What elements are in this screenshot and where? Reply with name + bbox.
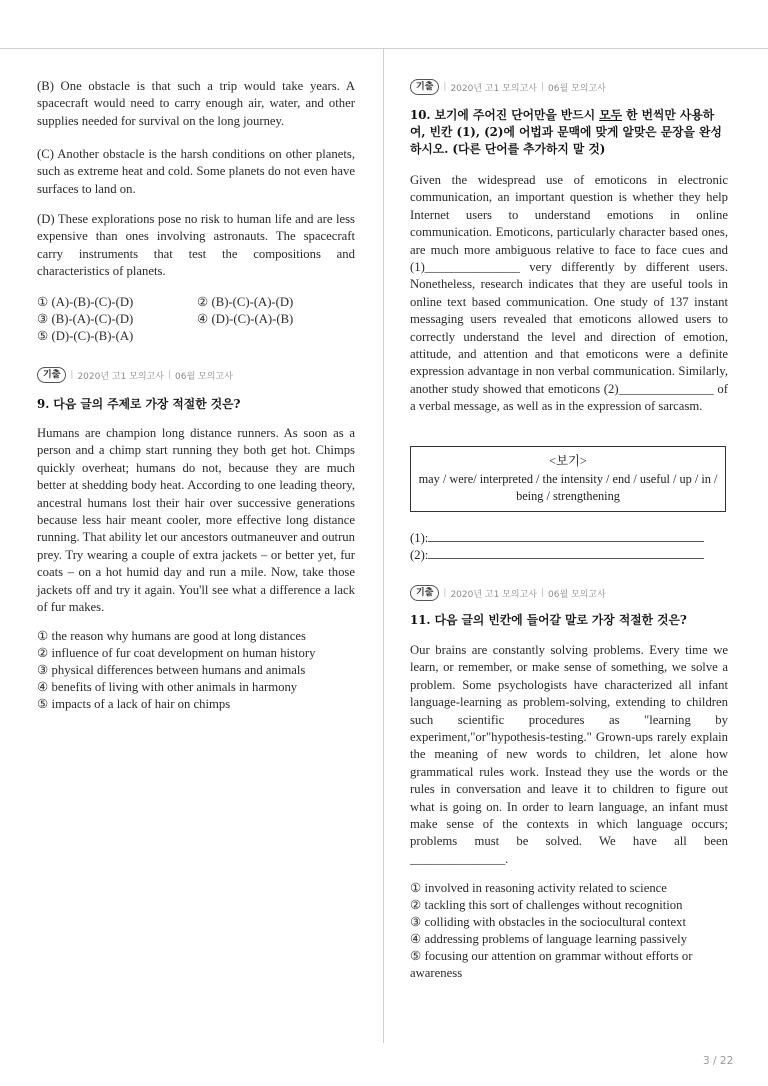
answer-line[interactable]: [428, 529, 704, 542]
answer-line[interactable]: [428, 546, 704, 559]
q10-answer-2[interactable]: (2):: [410, 546, 704, 564]
q10-answer-1[interactable]: (1):: [410, 529, 704, 547]
q9-title: 9. 다음 글의 주제로 가장 적절한 것은?: [37, 397, 241, 411]
q11-option-3[interactable]: ③ colliding with obstacles in the sociocultural context: [410, 915, 686, 929]
q9-option-4[interactable]: ④ benefits of living with other animals in harmony: [37, 680, 298, 694]
q10-passage: Given the widespread use of emoticons in electronic communication, an important question is whether they help Internet users to understand emotions in online communication. Emoticons, particularly character based ones, are much more ambiguous relative to face to face cues and (1)_______________ very differently by different users. Nonetheless, research indicates that they are useful tools in online text based communication. One study of 137 instant messaging users revealed that emoticons allowed users to correctly understand the level and direction of emotion, attitude, and attention and that emoticons were a definite expression advantage in non verbal communication. Similarly, another study showed that emoticons (2)_______________ of a verbal message, as well as in the expression of sarcasm.: [410, 173, 728, 414]
q11-tag-badge: 기출: [410, 585, 439, 601]
q9-source-tag: 기출 | 2020년 고1 모의고사 | 06월 모의고사: [37, 366, 233, 384]
q10-title: 10. 보기에 주어진 단어만을 반드시 모두 한 번씩만 사용하여, 빈칸 (1), (2)에 어법과 문맥에 맞게 알맞은 문장을 완성하시오. (다른 단어를 추가하지 말 것): [410, 108, 722, 156]
column-divider: [383, 48, 384, 1043]
q9-option-1[interactable]: ① the reason why humans are good at long distances: [37, 629, 306, 643]
q9-passage: Humans are champion long distance runners. As soon as a person and a chimp start running they both get hot. Chimps quickly overheat; humans do not, because they are much better at shedding body heat. According to one leading theory, ancestral humans lost their hair over successive generations because less hair meant cooler, more effective long distance running. That ability let our ancestors outmaneuver and outrun prey. Try wearing a couple of extra jackets – or better yet, fur coats – on a hot humid day and run a mile. Now, take those jackets off and try it again. You'll see what a difference a lack of fur makes.: [37, 426, 355, 615]
q9-tag-badge: 기출: [37, 367, 66, 383]
q11-passage: Our brains are constantly solving problems. Every time we learn, or remember, or make sense of something, we solve a problem. Some psychologists have characterized all infant language-learning as problem-solving, extending to children such scientific procedures as "learning by experiment,"or"hypothesis-testing." Grown-ups rarely explain the meaning of new words to children, let alone how grammatical rules work. Instead they use the words or the rules in conversation and leave it to children to figure out what is going on. In order to learn language, an infant must make sense of the contexts in which language occurs; problems must be solved. We have all been _______________.: [410, 643, 728, 866]
q11-option-1[interactable]: ① involved in reasoning activity related to science: [410, 881, 667, 895]
q9-exam-month: 06월 모의고사: [175, 371, 233, 382]
passage-d: (D) These explorations pose no risk to human life and are less expensive than ones involving astronauts. The spacecraft carry instruments that test the compositions and characteristics of planets.: [37, 212, 355, 279]
q8-option-4[interactable]: ④ (D)-(C)-(A)-(B): [197, 312, 294, 326]
q9-option-2[interactable]: ② influence of fur coat development on human history: [37, 646, 316, 660]
q8-option-2[interactable]: ② (B)-(C)-(A)-(D): [197, 295, 294, 309]
q11-source-tag: 기출 | 2020년 고1 모의고사 | 06월 모의고사: [410, 584, 606, 602]
q10-box-words: may / were/ interpreted / the intensity / end / useful / up / in / being / strengthening: [418, 471, 718, 503]
page-number: 3 / 22: [703, 1055, 734, 1067]
passage-c: (C) Another obstacle is the harsh conditions on other planets, such as extreme heat and cold. Some planets do not even have surfaces to land on.: [37, 147, 355, 196]
q11-exam-month: 06월 모의고사: [548, 589, 606, 600]
q9-option-5[interactable]: ⑤ impacts of a lack of hair on chimps: [37, 697, 231, 711]
q11-title: 11. 다음 글의 빈칸에 들어갈 말로 가장 적절한 것은?: [410, 613, 687, 627]
q9-option-3[interactable]: ③ physical differences between humans and animals: [37, 663, 306, 677]
q11-option-5[interactable]: ⑤ focusing our attention on grammar without efforts or awareness: [410, 949, 693, 981]
header-rule: [0, 48, 768, 49]
q10-title-underlined: 모두: [599, 108, 623, 122]
q8-option-3[interactable]: ③ (B)-(A)-(C)-(D): [37, 312, 134, 326]
q11-option-2[interactable]: ② tackling this sort of challenges without recognition: [410, 898, 683, 912]
q10-exam-year: 2020년 고1 모의고사: [450, 83, 537, 94]
q11-option-4[interactable]: ④ addressing problems of language learning passively: [410, 932, 688, 946]
q10-word-box: [410, 446, 726, 512]
q11-exam-year: 2020년 고1 모의고사: [450, 589, 537, 600]
q10-source-tag: 기출 | 2020년 고1 모의고사 | 06월 모의고사: [410, 78, 606, 96]
q8-option-1[interactable]: ① (A)-(B)-(C)-(D): [37, 295, 134, 309]
q10-tag-badge: 기출: [410, 79, 439, 95]
q9-exam-year: 2020년 고1 모의고사: [77, 371, 164, 382]
q10-exam-month: 06월 모의고사: [548, 83, 606, 94]
q10-box-title: <보기>: [549, 454, 587, 468]
passage-b: (B) One obstacle is that such a trip would take years. A spacecraft would need to carry enough air, water, and other supplies needed for survival on the long journey.: [37, 79, 355, 128]
q8-option-5[interactable]: ⑤ (D)-(C)-(B)-(A): [37, 329, 134, 343]
